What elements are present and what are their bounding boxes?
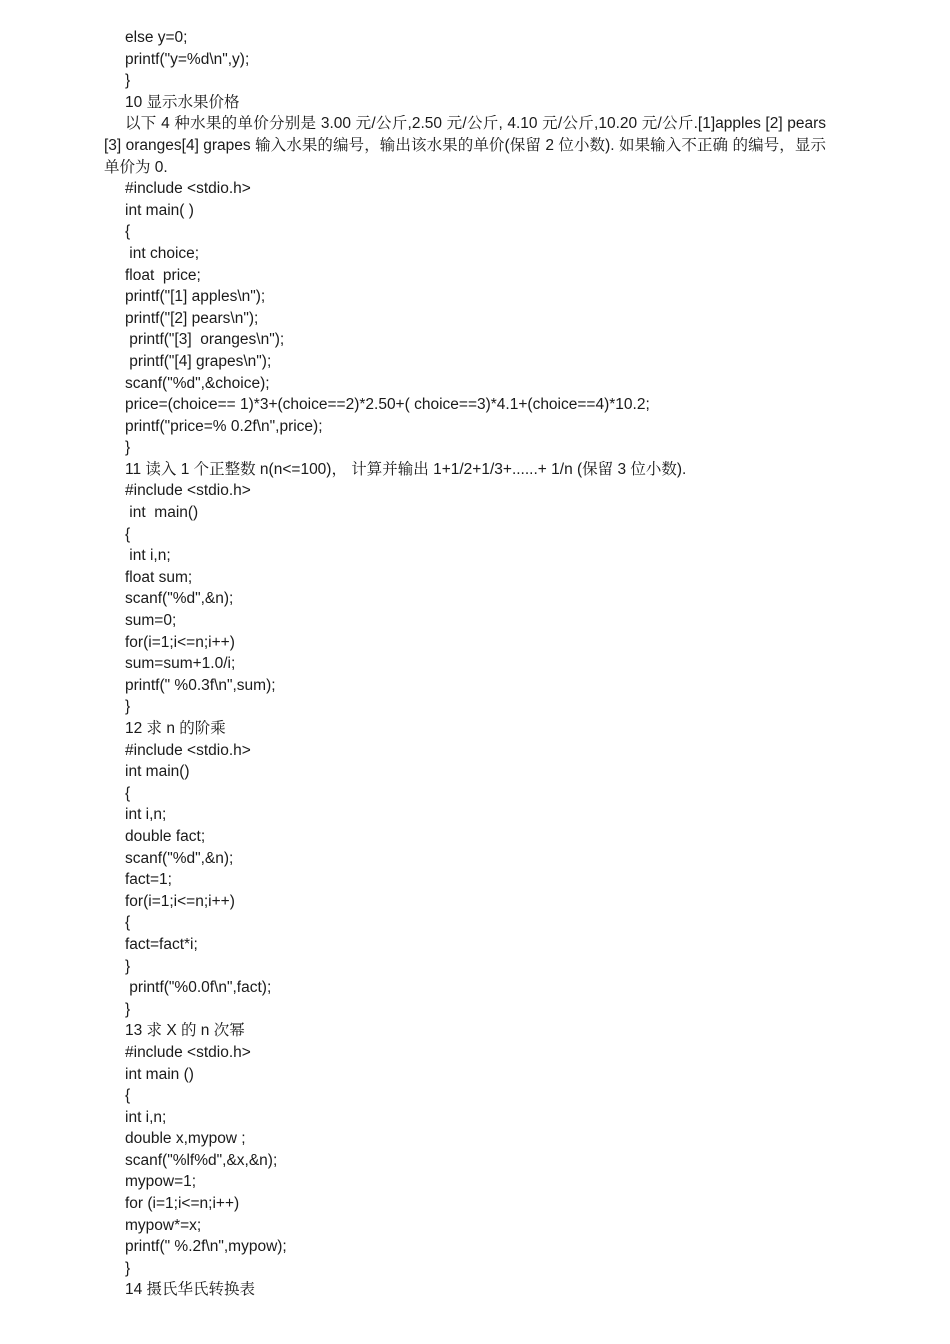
code-line: #include <stdio.h>	[125, 741, 251, 759]
code-line: mypow*=x;	[125, 1216, 202, 1234]
code-line: printf("[2] pears\n");	[125, 309, 259, 327]
code-line: }	[125, 1000, 131, 1018]
code-line: fact=fact*i;	[125, 935, 198, 953]
code-line: printf(" %0.3f\n",sum);	[125, 676, 276, 694]
code-line: #include <stdio.h>	[125, 482, 251, 500]
code-line: scanf("%d",&choice);	[125, 374, 270, 392]
code-line: }	[125, 957, 131, 975]
code-line: printf("%0.0f\n",fact);	[125, 979, 272, 997]
code-line: sum=sum+1.0/i;	[125, 655, 236, 673]
code-line: mypow=1;	[125, 1173, 197, 1191]
section-heading-14: 14 摄氏华氏转换表	[125, 1281, 256, 1299]
code-line: }	[125, 439, 131, 457]
code-line: #include <stdio.h>	[125, 1043, 251, 1061]
code-line: double fact;	[125, 827, 206, 845]
code-line: fact=1;	[125, 871, 172, 889]
section-heading-12: 12 求 n 的阶乘	[125, 720, 226, 737]
code-line: printf(" %.2f\n",mypow);	[125, 1238, 287, 1256]
code-line: int choice;	[125, 244, 200, 262]
code-line: int main( )	[125, 201, 194, 219]
code-line: #include <stdio.h>	[125, 180, 251, 198]
code-line: {	[125, 784, 131, 802]
code-line: {	[125, 223, 131, 241]
code-line: int main()	[125, 763, 190, 781]
code-line: {	[125, 914, 131, 932]
document-body	[104, 27, 826, 1301]
code-line: int main ()	[125, 1065, 194, 1083]
code-line: scanf("%lf%d",&x,&n);	[125, 1151, 278, 1169]
code-line: {	[125, 525, 131, 543]
section-heading-11: 11 读入 1 个正整数 n(n<=100)， 计算并输出 1+1/2+1/3+......+ 1/n (保留 3 位小数).	[125, 460, 687, 478]
code-line: float price;	[125, 266, 201, 284]
code-line: sum=0;	[125, 612, 177, 630]
code-line: printf("[1] apples\n");	[125, 288, 266, 306]
code-line: for(i=1;i<=n;i++)	[125, 633, 235, 651]
code-line: printf("y=%d\n",y);	[125, 50, 250, 68]
section-heading-10: 10 显示水果价格	[125, 93, 240, 111]
code-line: else y=0;	[125, 29, 188, 46]
code-line: printf("[3] oranges\n");	[125, 331, 285, 349]
code-line: int main()	[125, 504, 199, 522]
code-line: double x,mypow ;	[125, 1130, 246, 1148]
section-heading-13: 13 求 X 的 n 次幂	[125, 1022, 245, 1040]
code-line: }	[125, 72, 131, 90]
code-line: scanf("%d",&n);	[125, 849, 234, 867]
code-line: scanf("%d",&n);	[125, 590, 234, 608]
code-line: for (i=1;i<=n;i++)	[125, 1195, 240, 1213]
code-line: printf("[4] grapes\n");	[125, 352, 272, 370]
code-line: int i,n;	[125, 806, 167, 824]
code-line: printf("price=% 0.2f\n",price);	[125, 417, 323, 435]
code-line: }	[125, 698, 131, 716]
code-line: price=(choice== 1)*3+(choice==2)*2.50+( choice==3)*4.1+(choice==4)*10.2;	[125, 396, 650, 414]
code-line: {	[125, 1087, 131, 1105]
problem-description: 以下 4 种水果的单价分别是 3.00 元/公斤,2.50 元/公斤, 4.10 元/公斤,10.20 元/公斤.[1]apples [2] pears [3] oranges[4] grapes 输入水果的编号，输出该水果的单价(保留 2 位小数). 如果输入不正确 的编号，显示单价为 0.	[104, 115, 826, 176]
code-line: float sum;	[125, 568, 193, 586]
code-line: }	[125, 1259, 131, 1277]
code-line: for(i=1;i<=n;i++)	[125, 892, 235, 910]
code-line: int i,n;	[125, 1108, 167, 1126]
code-line: int i,n;	[125, 547, 171, 565]
